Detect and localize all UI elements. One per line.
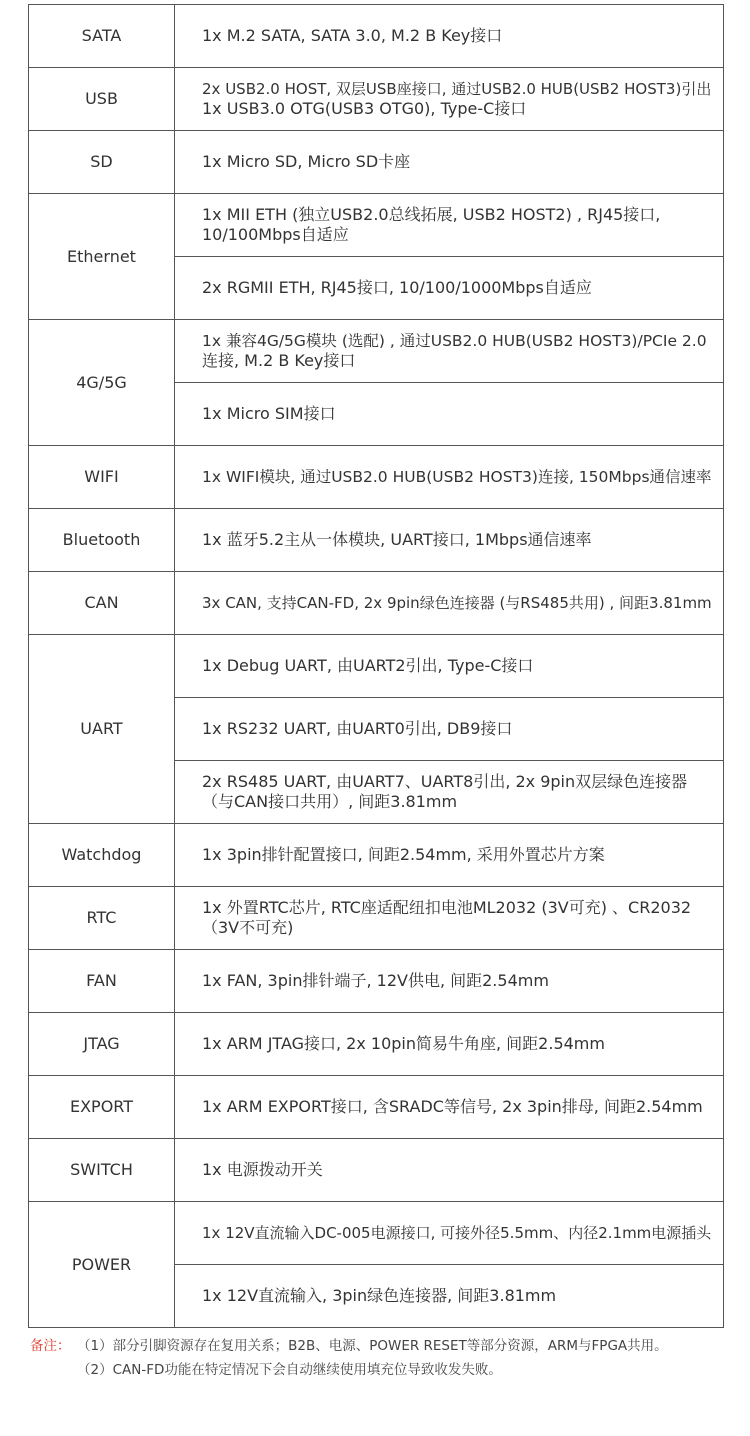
- table-row: [29, 320, 724, 383]
- row-desc: [175, 698, 724, 761]
- desc-line: 1x 12V直流输入, 3pin绿色连接器, 间距3.81mm: [202, 1286, 557, 1305]
- row-desc: [175, 131, 724, 194]
- desc-line: 1x 兼容4G/5G模块 (选配) , 通过USB2.0 HUB(USB2 HOST3)/PCIe 2.0: [202, 332, 707, 350]
- desc-line: （与CAN接口共用）, 间距3.81mm: [202, 792, 458, 811]
- note-line-1: [30, 1337, 668, 1355]
- table-row: [29, 572, 724, 635]
- desc-line: 10/100Mbps自适应: [202, 225, 349, 244]
- table-row: [29, 1202, 724, 1265]
- row-name-jtag: JTAG: [29, 1013, 175, 1076]
- row-name-4g5g: 4G/5G: [29, 320, 175, 446]
- row-name-fan: FAN: [29, 950, 175, 1013]
- row-desc: [175, 383, 724, 446]
- table-row: [29, 1013, 724, 1076]
- row-desc: [175, 509, 724, 572]
- row-desc: [175, 950, 724, 1013]
- row-name-rtc: RTC: [29, 887, 175, 950]
- desc-line: 1x 外置RTC芯片, RTC座适配纽扣电池ML2032 (3V可充) 、CR2032: [202, 898, 692, 917]
- desc-line: 1x WIFI模块, 通过USB2.0 HUB(USB2 HOST3)连接, 150Mbps通信速率: [202, 468, 712, 486]
- row-desc: [175, 635, 724, 698]
- table-row: [29, 1139, 724, 1202]
- table-row: [29, 509, 724, 572]
- row-name-watchdog: Watchdog: [29, 824, 175, 887]
- desc-line: 1x M.2 SATA, SATA 3.0, M.2 B Key接口: [202, 26, 503, 45]
- desc-line: 1x 电源拨动开关: [202, 1160, 323, 1179]
- row-desc: [175, 257, 724, 320]
- desc-line: 1x RS232 UART, 由UART0引出, DB9接口: [202, 719, 513, 738]
- row-name-sata: SATA: [29, 5, 175, 68]
- desc-line: 1x MII ETH (独立USB2.0总线拓展, USB2 HOST2) , RJ45接口,: [202, 205, 661, 224]
- desc-line: 2x RGMII ETH, RJ45接口, 10/100/1000Mbps自适应: [202, 278, 592, 297]
- desc-line: 1x Micro SD, Micro SD卡座: [202, 152, 411, 171]
- desc-line: 1x FAN, 3pin排针端子, 12V供电, 间距2.54mm: [202, 971, 549, 990]
- row-name-wifi: WIFI: [29, 446, 175, 509]
- note-text: （2）CAN-FD功能在特定情况下会自动继续使用填充位导致收发失败。: [77, 1362, 502, 1378]
- row-desc: [175, 194, 724, 257]
- desc-line: 1x 蓝牙5.2主从一体模块, UART接口, 1Mbps通信速率: [202, 530, 592, 549]
- desc-line: 连接, M.2 B Key接口: [202, 351, 356, 370]
- row-desc: [175, 761, 724, 824]
- row-desc: [175, 887, 724, 950]
- row-desc: [175, 1202, 724, 1265]
- row-name-ethernet: Ethernet: [29, 194, 175, 320]
- row-desc: [175, 824, 724, 887]
- row-desc: [175, 1265, 724, 1328]
- row-desc: [175, 5, 724, 68]
- desc-line: 1x Micro SIM接口: [202, 404, 336, 423]
- desc-line: 1x ARM JTAG接口, 2x 10pin简易牛角座, 间距2.54mm: [202, 1034, 605, 1053]
- row-desc: [175, 1076, 724, 1139]
- table-row: [29, 1076, 724, 1139]
- row-name-power: POWER: [29, 1202, 175, 1328]
- note-label: 备注：: [30, 1338, 71, 1354]
- table-row: [29, 194, 724, 257]
- row-name-bluetooth: Bluetooth: [29, 509, 175, 572]
- table-row: [29, 824, 724, 887]
- row-desc: [175, 446, 724, 509]
- table-row: [29, 446, 724, 509]
- table-row: [29, 68, 724, 131]
- row-name-usb: USB: [29, 68, 175, 131]
- desc-line: 2x RS485 UART, 由UART7、UART8引出, 2x 9pin双层绿色连接器: [202, 772, 688, 791]
- spec-table: [28, 4, 724, 1328]
- row-name-uart: UART: [29, 635, 175, 824]
- note-text: （1）部分引脚资源存在复用关系；B2B、电源、POWER RESET等部分资源，ARM与FPGA共用。: [77, 1338, 668, 1354]
- note-line-2: [30, 1361, 502, 1379]
- row-desc: [175, 1139, 724, 1202]
- desc-line: 1x Debug UART, 由UART2引出, Type-C接口: [202, 656, 534, 675]
- desc-line: 1x ARM EXPORT接口, 含SRADC等信号, 2x 3pin排母, 间距2.54mm: [202, 1097, 703, 1116]
- row-desc: [175, 68, 724, 131]
- row-name-switch: SWITCH: [29, 1139, 175, 1202]
- table-row: [29, 131, 724, 194]
- desc-line: 1x 12V直流输入DC-005电源接口, 可接外径5.5mm、内径2.1mm电源插头: [202, 1224, 712, 1242]
- row-desc: [175, 1013, 724, 1076]
- desc-line: 1x 3pin排针配置接口, 间距2.54mm, 采用外置芯片方案: [202, 845, 605, 864]
- row-desc: [175, 320, 724, 383]
- row-name-can: CAN: [29, 572, 175, 635]
- table-row: [29, 635, 724, 698]
- table-row: [29, 950, 724, 1013]
- table-row: [29, 5, 724, 68]
- desc-line: 3x CAN, 支持CAN-FD, 2x 9pin绿色连接器 (与RS485共用) , 间距3.81mm: [202, 594, 712, 612]
- desc-line: （3V不可充): [202, 918, 294, 937]
- table-row: [29, 887, 724, 950]
- desc-line: 2x USB2.0 HOST, 双层USB座接口, 通过USB2.0 HUB(USB2 HOST3)引出: [202, 80, 712, 98]
- desc-line: 1x USB3.0 OTG(USB3 OTG0), Type-C接口: [202, 99, 527, 118]
- row-desc: [175, 572, 724, 635]
- row-name-sd: SD: [29, 131, 175, 194]
- row-name-export: EXPORT: [29, 1076, 175, 1139]
